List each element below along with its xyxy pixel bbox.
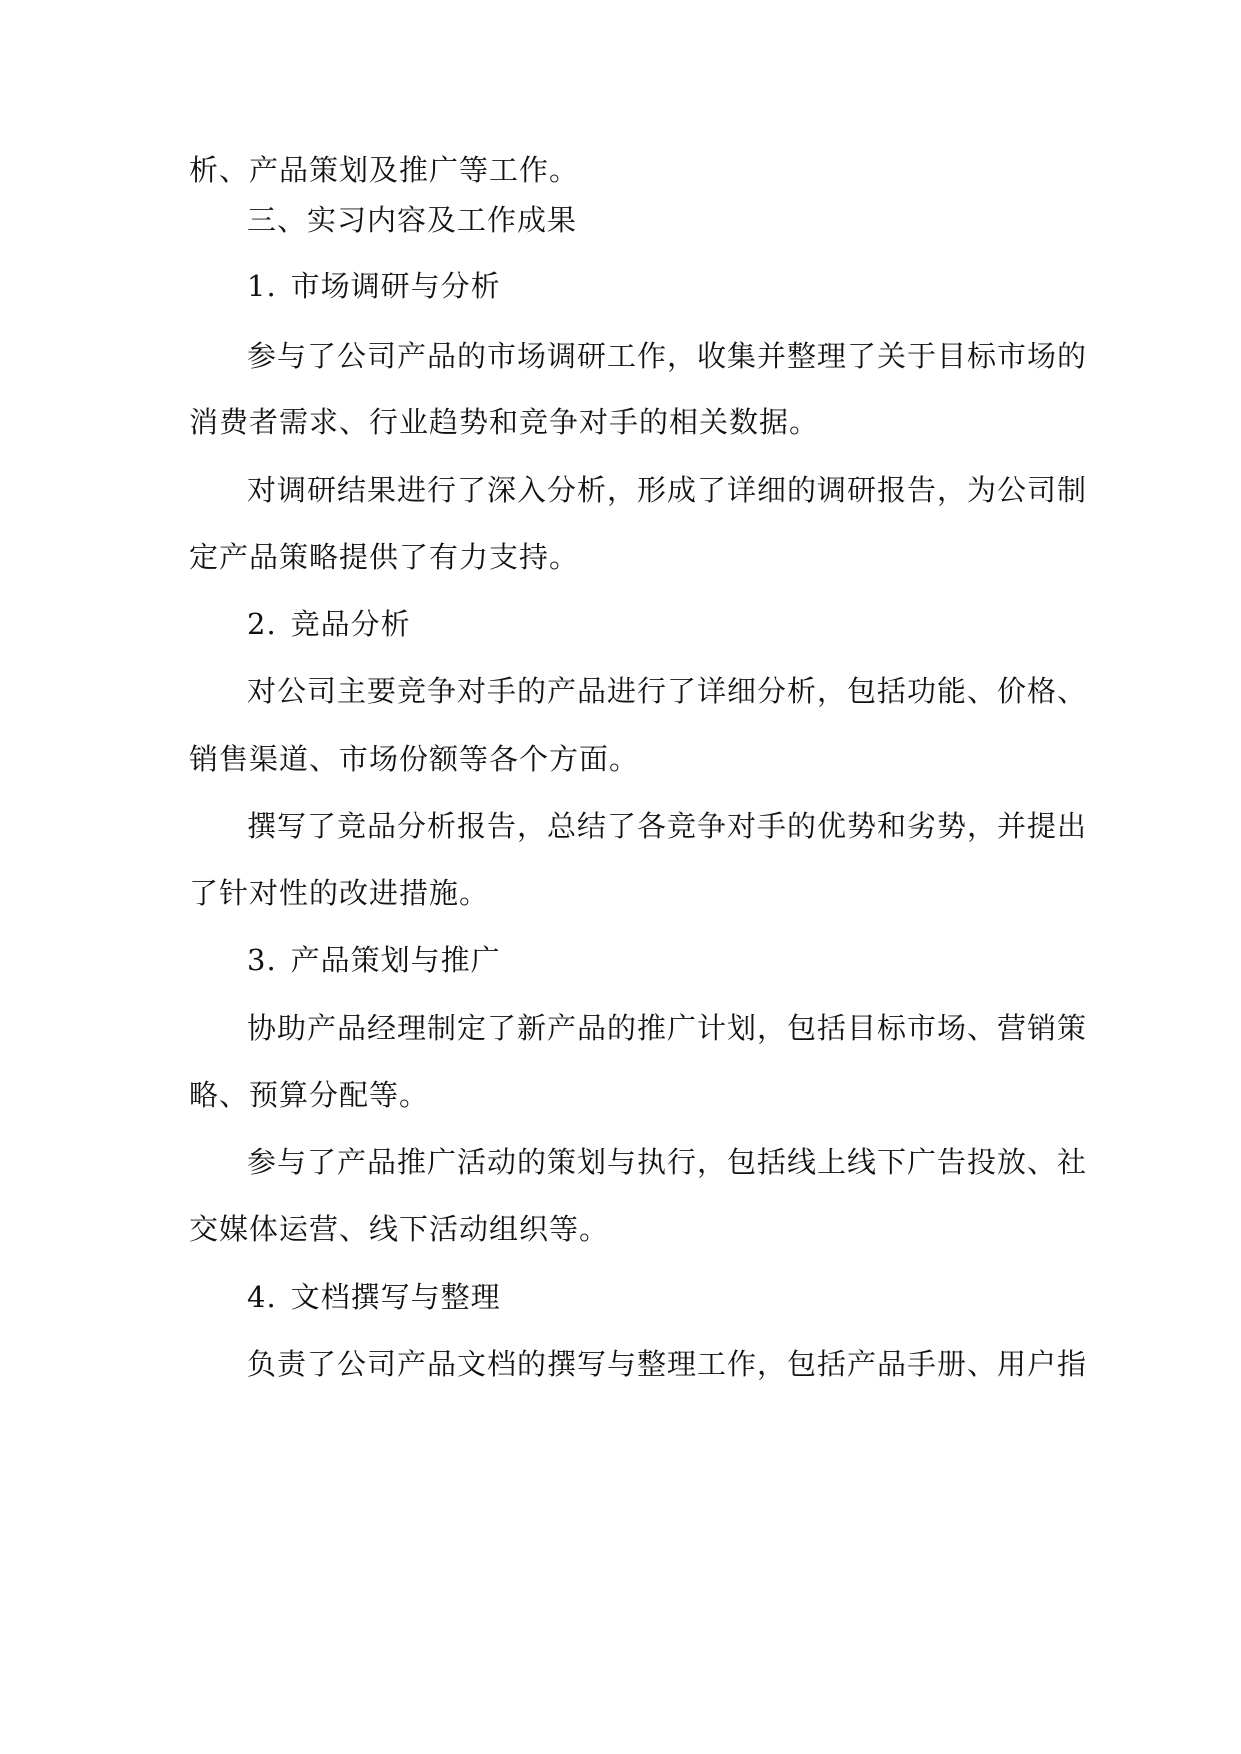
- paragraph-line: 参与了公司产品的市场调研工作，收集并整理了关于目标市场的: [247, 339, 1088, 373]
- subsection-title: 市场调研与分析: [290, 269, 501, 303]
- subsection-title: 竞品分析: [290, 607, 411, 641]
- paragraph-line: 协助产品经理制定了新产品的推广计划，包括目标市场、营销策: [247, 1011, 1088, 1045]
- paragraph-line: 对公司主要竞争对手的产品进行了详细分析，包括功能、价格、: [247, 674, 1088, 708]
- paragraph-line: 析、产品策划及推广等工作。: [189, 153, 580, 187]
- subsection-number: 2.: [247, 607, 277, 641]
- subsection-heading: [247, 604, 1127, 644]
- paragraph-line: 负责了公司产品文档的撰写与整理工作，包括产品手册、用户指: [247, 1347, 1088, 1381]
- subsection-number: 1.: [247, 269, 277, 303]
- subsection-number: 3.: [247, 943, 277, 977]
- section-heading: 三、实习内容及工作成果: [247, 203, 578, 237]
- paragraph-line: 消费者需求、行业趋势和竞争对手的相关数据。: [189, 405, 820, 439]
- subsection-title: 产品策划与推广: [290, 943, 501, 977]
- paragraph-line: 撰写了竞品分析报告，总结了各竞争对手的优势和劣势，并提出: [247, 809, 1088, 843]
- subsection-heading: [247, 940, 1127, 980]
- paragraph-line: 交媒体运营、线下活动组织等。: [189, 1212, 610, 1246]
- paragraph-line: 略、预算分配等。: [189, 1078, 430, 1112]
- paragraph-line: 对调研结果进行了深入分析，形成了详细的调研报告，为公司制: [247, 473, 1088, 507]
- paragraph-line: 定产品策略提供了有力支持。: [189, 540, 580, 574]
- paragraph-line: 了针对性的改进措施。: [189, 876, 490, 910]
- paragraph-line: 参与了产品推广活动的策划与执行，包括线上线下广告投放、社: [247, 1145, 1088, 1179]
- paragraph-line: 销售渠道、市场份额等各个方面。: [189, 742, 640, 776]
- subsection-number: 4.: [247, 1280, 277, 1314]
- subsection-heading: [247, 1277, 1127, 1317]
- subsection-heading: [247, 266, 1127, 306]
- subsection-title: 文档撰写与整理: [290, 1280, 501, 1314]
